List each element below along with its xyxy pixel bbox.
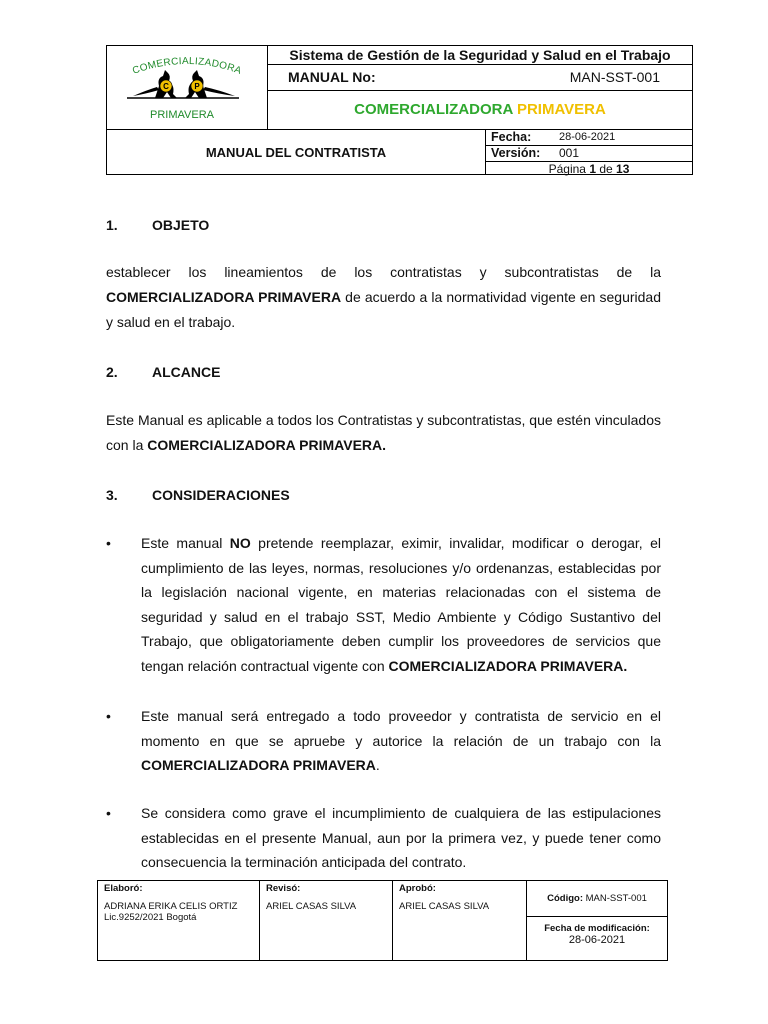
bullet-icon: •: [106, 535, 111, 551]
bullet-icon: •: [106, 805, 111, 821]
fecha-label: Fecha:: [491, 130, 532, 144]
fecha-value: 28-06-2021: [559, 131, 616, 143]
document-header: [106, 45, 693, 175]
section-number: 3.: [106, 487, 118, 503]
page-prefix: Página: [548, 162, 586, 176]
aprobo-label: Aprobó:: [399, 883, 436, 894]
version-row: [486, 146, 692, 162]
codigo-label: Código:: [547, 893, 583, 904]
reviso-name: ARIEL CASAS SILVA: [266, 901, 357, 912]
company-logo: [107, 46, 268, 129]
elaboro-label: Elaboró:: [104, 883, 143, 894]
list-item-text: Este manual será entregado a todo proveedor y contratista de servicio en el momento en que se apruebe y autorice la relación de un trabajo con la COMERCIALIZADORA PRIMAVERA.: [141, 708, 661, 773]
manual-number-row: [268, 65, 692, 91]
page-indicator: [486, 162, 692, 177]
elaboro-license: Lic.9252/2021 Bogotá: [104, 912, 197, 923]
company-name-part2: PRIMAVERA: [516, 101, 606, 118]
svg-text:COMERCIALIZADORA: [131, 56, 243, 77]
codigo-value: MAN-SST-001: [585, 893, 647, 904]
system-title: Sistema de Gestión de la Seguridad y Salud en el Trabajo: [268, 46, 692, 65]
fecha-mod-label: Fecha de modificación:: [544, 923, 650, 934]
footer-fecha-modificacion: [527, 917, 667, 960]
logo-initial-c: C: [163, 82, 169, 91]
footer-codigo-fecha: [527, 881, 667, 960]
section-title: OBJETO: [152, 217, 210, 233]
section-number: 2.: [106, 364, 118, 380]
kangaroo-logo-icon: [107, 46, 267, 129]
company-name: [268, 91, 692, 129]
header-bottom-row: [107, 129, 692, 174]
footer-codigo: [527, 881, 667, 917]
document-footer: [97, 880, 668, 961]
page-row: [486, 162, 692, 178]
footer-elaboro: [98, 881, 260, 960]
footer-aprobo: [393, 881, 527, 960]
page-current: 1: [589, 162, 596, 176]
section-title: ALCANCE: [152, 364, 221, 380]
aprobo-name: ARIEL CASAS SILVA: [399, 901, 490, 912]
list-item-text: Este manual NO pretende reemplazar, eximir, invalidar, modificar o derogar, el cumplimiento de las leyes, normas, resoluciones y/o ordenanzas, establecidas por la legislación nacional vigente, en materias relacionadas con el sistema de seguridad y salud en el trabajo SST, Medio Ambiente y Código Sustantivo del Trabajo, que obligatoriamente deben cumplir los proveedores de servicios que tengan relación contractual vigente con COMERCIALIZADORA PRIMAVERA.: [141, 535, 661, 674]
version-label: Versión:: [491, 146, 541, 160]
list-item: [106, 704, 661, 778]
section-title: CONSIDERACIONES: [152, 487, 290, 503]
list-item: [106, 531, 661, 678]
objeto-paragraph: establecer los lineamientos de los contratistas y subcontratistas de la COMERCIALIZADORA PRIMAVERA de acuerdo a la normatividad vigente en seguridad y salud en el trabajo.: [106, 264, 661, 330]
bullet-icon: •: [106, 708, 111, 724]
footer-reviso: [260, 881, 393, 960]
list-item-text: Se considera como grave el incumplimiento de cualquiera de las estipulaciones establecidas en el presente Manual, aun por la primera vez, y puede tener como consecuencia la terminación anticipada del contrato.: [141, 805, 661, 870]
manual-number-label: MANUAL No:: [288, 69, 376, 85]
logo-initial-p: P: [194, 82, 200, 91]
document-meta: [486, 130, 692, 174]
fecha-row: [486, 130, 692, 146]
page-of: de: [599, 162, 613, 176]
alcance-paragraph: Este Manual es aplicable a todos los Contratistas y subcontratistas, que estén vinculados con la COMERCIALIZADORA PRIMAVERA.: [106, 412, 661, 453]
reviso-label: Revisó:: [266, 883, 301, 894]
company-name-part1: COMERCIALIZADORA: [354, 101, 513, 118]
page-total: 13: [616, 162, 630, 176]
manual-number-value: MAN-SST-001: [569, 69, 660, 85]
elaboro-name: ADRIANA ERIKA CELIS ORTIZ: [104, 901, 238, 912]
document-title: MANUAL DEL CONTRATISTA: [107, 130, 486, 174]
fecha-mod-value: 28-06-2021: [568, 934, 626, 946]
list-item: [106, 801, 661, 875]
section-number: 1.: [106, 217, 118, 233]
version-value: 001: [559, 146, 580, 160]
logo-bottom-text: PRIMAVERA: [150, 109, 214, 121]
logo-top-text: COMERCIALIZADORA: [131, 55, 243, 77]
